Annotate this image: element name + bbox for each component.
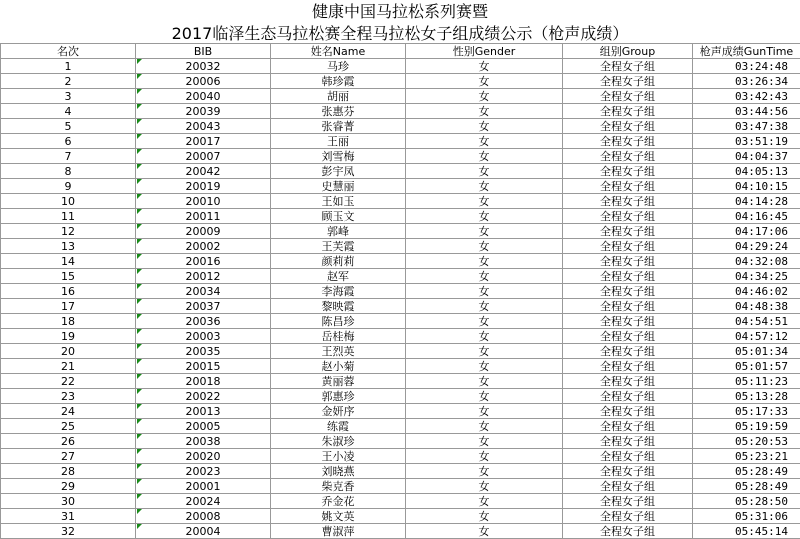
group-cell[interactable]: 全程女子组 [563,314,693,329]
name-cell[interactable]: 陈昌珍 [271,314,406,329]
column-header-name: 姓名Name [271,44,406,59]
guntime-cell[interactable]: 05:01:57 [693,359,800,374]
table-row [1,89,800,104]
gender-cell[interactable]: 女 [406,359,563,374]
number-as-text-indicator-icon [137,359,142,364]
name-cell[interactable]: 韩珍霞 [271,74,406,89]
gender-cell[interactable]: 女 [406,254,563,269]
number-as-text-indicator-icon [137,449,142,454]
gender-cell[interactable]: 女 [406,89,563,104]
group-cell[interactable]: 全程女子组 [563,404,693,419]
rank-cell[interactable]: 17 [1,299,136,314]
bib-value: 20003 [186,330,221,343]
number-as-text-indicator-icon [137,104,142,109]
rank-cell[interactable]: 12 [1,224,136,239]
table-row [1,359,800,374]
number-as-text-indicator-icon [137,389,142,394]
bib-value: 20015 [186,360,221,373]
group-cell[interactable]: 全程女子组 [563,359,693,374]
number-as-text-indicator-icon [137,404,142,409]
bib-cell[interactable] [136,239,271,254]
guntime-cell[interactable]: 04:16:45 [693,209,800,224]
bib-value: 20011 [186,210,221,223]
gender-cell[interactable]: 女 [406,59,563,74]
bib-value: 20022 [186,390,221,403]
rank-cell[interactable]: 11 [1,209,136,224]
rank-cell[interactable]: 8 [1,164,136,179]
number-as-text-indicator-icon [137,509,142,514]
group-cell[interactable]: 全程女子组 [563,524,693,539]
gender-cell[interactable]: 女 [406,149,563,164]
group-cell[interactable]: 全程女子组 [563,374,693,389]
table-row [1,254,800,269]
guntime-cell[interactable]: 05:01:34 [693,344,800,359]
table-row [1,209,800,224]
rank-cell[interactable]: 21 [1,359,136,374]
bib-value: 20038 [186,435,221,448]
column-header-guntime: 枪声成绩GunTime [693,44,800,59]
bib-value: 20002 [186,240,221,253]
name-cell[interactable]: 练霞 [271,419,406,434]
table-row [1,179,800,194]
bib-value: 20037 [186,300,221,313]
bib-value: 20012 [186,270,221,283]
guntime-cell[interactable]: 04:14:28 [693,194,800,209]
table-row [1,194,800,209]
gender-cell[interactable]: 女 [406,134,563,149]
number-as-text-indicator-icon [137,269,142,274]
number-as-text-indicator-icon [137,164,142,169]
group-cell[interactable]: 全程女子组 [563,209,693,224]
bib-cell[interactable] [136,464,271,479]
rank-cell[interactable]: 7 [1,149,136,164]
guntime-cell[interactable]: 05:31:06 [693,509,800,524]
table-row [1,374,800,389]
guntime-cell[interactable]: 05:11:23 [693,374,800,389]
name-cell[interactable]: 朱淑珍 [271,434,406,449]
bib-value: 20017 [186,135,221,148]
group-cell[interactable]: 全程女子组 [563,449,693,464]
rank-cell[interactable]: 28 [1,464,136,479]
group-cell[interactable]: 全程女子组 [563,89,693,104]
bib-value: 20043 [186,120,221,133]
name-cell[interactable]: 彭宇凤 [271,164,406,179]
rank-cell[interactable]: 1 [1,59,136,74]
guntime-cell[interactable]: 04:32:08 [693,254,800,269]
rank-cell[interactable]: 15 [1,269,136,284]
page-subtitle: 2017临泽生态马拉松赛全程马拉松女子组成绩公示（枪声成绩） [0,24,800,44]
bib-value: 20007 [186,150,221,163]
guntime-cell[interactable]: 04:10:15 [693,179,800,194]
gender-cell[interactable]: 女 [406,179,563,194]
guntime-cell[interactable]: 05:13:28 [693,389,800,404]
group-cell[interactable]: 全程女子组 [563,329,693,344]
gender-cell[interactable]: 女 [406,224,563,239]
gender-cell[interactable]: 女 [406,194,563,209]
group-cell[interactable]: 全程女子组 [563,149,693,164]
number-as-text-indicator-icon [137,284,142,289]
group-cell[interactable]: 全程女子组 [563,74,693,89]
bib-cell[interactable] [136,479,271,494]
name-cell[interactable]: 王如玉 [271,194,406,209]
bib-value: 20008 [186,510,221,523]
rank-cell[interactable]: 13 [1,239,136,254]
name-cell[interactable]: 王烈英 [271,344,406,359]
bib-value: 20013 [186,405,221,418]
guntime-cell[interactable]: 05:23:21 [693,449,800,464]
table-row [1,524,800,539]
bib-cell[interactable] [136,134,271,149]
bib-cell[interactable] [136,404,271,419]
table-row [1,389,800,404]
group-cell[interactable]: 全程女子组 [563,464,693,479]
guntime-cell[interactable]: 04:05:13 [693,164,800,179]
bib-cell[interactable] [136,344,271,359]
group-cell[interactable]: 全程女子组 [563,239,693,254]
name-cell[interactable]: 刘雪梅 [271,149,406,164]
number-as-text-indicator-icon [137,254,142,259]
name-cell[interactable]: 张惠芬 [271,104,406,119]
rank-cell[interactable]: 4 [1,104,136,119]
rank-cell[interactable]: 6 [1,134,136,149]
column-header-bib: BIB [136,44,271,59]
table-row [1,59,800,74]
bib-cell[interactable] [136,359,271,374]
name-cell[interactable]: 黄丽蓉 [271,374,406,389]
page-title: 健康中国马拉松系列赛暨 [0,0,800,24]
rank-cell[interactable]: 10 [1,194,136,209]
bib-value: 20036 [186,315,221,328]
bib-cell[interactable] [136,104,271,119]
bib-value: 20040 [186,90,221,103]
name-cell[interactable]: 马珍 [271,59,406,74]
rank-cell[interactable]: 30 [1,494,136,509]
guntime-cell[interactable]: 03:44:56 [693,104,800,119]
guntime-cell[interactable]: 03:47:38 [693,119,800,134]
name-cell[interactable]: 王芙霞 [271,239,406,254]
gender-cell[interactable]: 女 [406,344,563,359]
bib-cell[interactable] [136,59,271,74]
name-cell[interactable]: 胡丽 [271,89,406,104]
table-row [1,164,800,179]
table-row [1,509,800,524]
number-as-text-indicator-icon [137,299,142,304]
number-as-text-indicator-icon [137,224,142,229]
name-cell[interactable]: 王丽 [271,134,406,149]
guntime-cell[interactable]: 05:19:59 [693,419,800,434]
rank-cell[interactable]: 14 [1,254,136,269]
number-as-text-indicator-icon [137,344,142,349]
rank-cell[interactable]: 2 [1,74,136,89]
gender-cell[interactable]: 女 [406,494,563,509]
group-cell[interactable]: 全程女子组 [563,194,693,209]
column-header-rank: 名次 [1,44,136,59]
number-as-text-indicator-icon [137,89,142,94]
rank-cell[interactable]: 29 [1,479,136,494]
bib-value: 20019 [186,180,221,193]
bib-value: 20035 [186,345,221,358]
number-as-text-indicator-icon [137,74,142,79]
guntime-cell[interactable]: 05:28:50 [693,494,800,509]
rank-cell[interactable]: 24 [1,404,136,419]
rank-cell[interactable]: 23 [1,389,136,404]
guntime-cell[interactable]: 04:46:02 [693,284,800,299]
guntime-cell[interactable]: 04:48:38 [693,299,800,314]
group-cell[interactable]: 全程女子组 [563,389,693,404]
bib-value: 20023 [186,465,221,478]
table-row [1,134,800,149]
bib-value: 20024 [186,495,221,508]
table-header-row [1,44,800,59]
name-cell[interactable]: 刘晓燕 [271,464,406,479]
bib-cell[interactable] [136,149,271,164]
bib-value: 20042 [186,165,221,178]
column-header-group: 组别Group [563,44,693,59]
group-cell[interactable]: 全程女子组 [563,434,693,449]
rank-cell[interactable]: 5 [1,119,136,134]
bib-cell[interactable] [136,224,271,239]
bib-cell[interactable] [136,314,271,329]
rank-cell[interactable]: 19 [1,329,136,344]
group-cell[interactable]: 全程女子组 [563,179,693,194]
bib-value: 20004 [186,525,221,538]
gender-cell[interactable]: 女 [406,284,563,299]
number-as-text-indicator-icon [137,374,142,379]
number-as-text-indicator-icon [137,134,142,139]
name-cell[interactable]: 赵军 [271,269,406,284]
gender-cell[interactable]: 女 [406,449,563,464]
bib-value: 20006 [186,75,221,88]
group-cell[interactable]: 全程女子组 [563,164,693,179]
group-cell[interactable]: 全程女子组 [563,104,693,119]
name-cell[interactable]: 史慧丽 [271,179,406,194]
rank-cell[interactable]: 25 [1,419,136,434]
bib-value: 20020 [186,450,221,463]
column-header-gender: 性别Gender [406,44,563,59]
rank-cell[interactable]: 22 [1,374,136,389]
bib-value: 20016 [186,255,221,268]
table-row [1,269,800,284]
number-as-text-indicator-icon [137,464,142,469]
guntime-cell[interactable]: 04:04:37 [693,149,800,164]
bib-cell[interactable] [136,329,271,344]
guntime-cell[interactable]: 05:28:49 [693,464,800,479]
number-as-text-indicator-icon [137,494,142,499]
group-cell[interactable]: 全程女子组 [563,509,693,524]
guntime-cell[interactable]: 03:26:34 [693,74,800,89]
group-cell[interactable]: 全程女子组 [563,134,693,149]
bib-value: 20018 [186,375,221,388]
table-row [1,464,800,479]
guntime-cell[interactable]: 05:28:49 [693,479,800,494]
bib-cell[interactable] [136,89,271,104]
number-as-text-indicator-icon [137,434,142,439]
number-as-text-indicator-icon [137,59,142,64]
number-as-text-indicator-icon [137,149,142,154]
table-row [1,149,800,164]
guntime-cell[interactable]: 04:57:12 [693,329,800,344]
group-cell[interactable]: 全程女子组 [563,494,693,509]
rank-cell[interactable]: 16 [1,284,136,299]
gender-cell[interactable]: 女 [406,329,563,344]
table-row [1,74,800,89]
name-cell[interactable]: 顾玉文 [271,209,406,224]
name-cell[interactable]: 张睿菁 [271,119,406,134]
guntime-cell[interactable]: 05:45:14 [693,524,800,539]
gender-cell[interactable]: 女 [406,104,563,119]
table-row [1,419,800,434]
number-as-text-indicator-icon [137,179,142,184]
guntime-cell[interactable]: 05:20:53 [693,434,800,449]
table-row [1,284,800,299]
gender-cell[interactable]: 女 [406,509,563,524]
group-cell[interactable]: 全程女子组 [563,299,693,314]
bib-value: 20001 [186,480,221,493]
table-row [1,299,800,314]
bib-cell[interactable] [136,374,271,389]
bib-cell[interactable] [136,494,271,509]
bib-cell[interactable] [136,524,271,539]
gender-cell[interactable]: 女 [406,479,563,494]
name-cell[interactable]: 郭惠珍 [271,389,406,404]
name-cell[interactable]: 乔金花 [271,494,406,509]
bib-cell[interactable] [136,74,271,89]
bib-cell[interactable] [136,269,271,284]
name-cell[interactable]: 岳桂梅 [271,329,406,344]
guntime-cell[interactable]: 05:17:33 [693,404,800,419]
gender-cell[interactable]: 女 [406,299,563,314]
name-cell[interactable]: 赵小菊 [271,359,406,374]
bib-value: 20039 [186,105,221,118]
number-as-text-indicator-icon [137,329,142,334]
name-cell[interactable]: 黎映霞 [271,299,406,314]
group-cell[interactable]: 全程女子组 [563,284,693,299]
gender-cell[interactable]: 女 [406,74,563,89]
bib-value: 20010 [186,195,221,208]
rank-cell[interactable]: 9 [1,179,136,194]
table-row [1,404,800,419]
name-cell[interactable]: 姚文英 [271,509,406,524]
gender-cell[interactable]: 女 [406,239,563,254]
gender-cell[interactable]: 女 [406,464,563,479]
bib-cell[interactable] [136,119,271,134]
guntime-cell[interactable]: 04:17:06 [693,224,800,239]
gender-cell[interactable]: 女 [406,419,563,434]
rank-cell[interactable]: 27 [1,449,136,464]
bib-cell[interactable] [136,179,271,194]
bib-value: 20032 [186,60,221,73]
bib-cell[interactable] [136,389,271,404]
number-as-text-indicator-icon [137,524,142,529]
guntime-cell[interactable]: 04:29:24 [693,239,800,254]
number-as-text-indicator-icon [137,194,142,199]
name-cell[interactable]: 金妍序 [271,404,406,419]
table-row [1,224,800,239]
gender-cell[interactable]: 女 [406,209,563,224]
gender-cell[interactable]: 女 [406,119,563,134]
table-row [1,479,800,494]
group-cell[interactable]: 全程女子组 [563,419,693,434]
gender-cell[interactable]: 女 [406,404,563,419]
guntime-cell[interactable]: 03:51:19 [693,134,800,149]
rank-cell[interactable]: 18 [1,314,136,329]
guntime-cell[interactable]: 04:34:25 [693,269,800,284]
results-table-body [1,59,800,539]
bib-cell[interactable] [136,509,271,524]
table-row [1,344,800,359]
number-as-text-indicator-icon [137,314,142,319]
table-row [1,329,800,344]
rank-cell[interactable]: 26 [1,434,136,449]
bib-cell[interactable] [136,284,271,299]
rank-cell[interactable]: 3 [1,89,136,104]
table-row [1,449,800,464]
name-cell[interactable]: 李海霞 [271,284,406,299]
gender-cell[interactable]: 女 [406,524,563,539]
group-cell[interactable]: 全程女子组 [563,344,693,359]
name-cell[interactable]: 柴克香 [271,479,406,494]
guntime-cell[interactable]: 03:42:43 [693,89,800,104]
number-as-text-indicator-icon [137,419,142,424]
number-as-text-indicator-icon [137,119,142,124]
name-cell[interactable]: 曹淑萍 [271,524,406,539]
name-cell[interactable]: 郭峰 [271,224,406,239]
bib-cell[interactable] [136,164,271,179]
group-cell[interactable]: 全程女子组 [563,254,693,269]
bib-cell[interactable] [136,254,271,269]
gender-cell[interactable]: 女 [406,269,563,284]
bib-cell[interactable] [136,434,271,449]
bib-cell[interactable] [136,419,271,434]
gender-cell[interactable]: 女 [406,389,563,404]
gender-cell[interactable]: 女 [406,434,563,449]
table-row [1,119,800,134]
name-cell[interactable]: 颜莉莉 [271,254,406,269]
rank-cell[interactable]: 20 [1,344,136,359]
gender-cell[interactable]: 女 [406,314,563,329]
group-cell[interactable]: 全程女子组 [563,224,693,239]
table-row [1,104,800,119]
table-row [1,314,800,329]
bib-value: 20005 [186,420,221,433]
guntime-cell[interactable]: 03:24:48 [693,59,800,74]
number-as-text-indicator-icon [137,209,142,214]
table-row [1,434,800,449]
table-row [1,494,800,509]
bib-cell[interactable] [136,209,271,224]
bib-cell[interactable] [136,449,271,464]
gender-cell[interactable]: 女 [406,374,563,389]
group-cell[interactable]: 全程女子组 [563,479,693,494]
rank-cell[interactable]: 31 [1,509,136,524]
group-cell[interactable]: 全程女子组 [563,59,693,74]
bib-value: 20034 [186,285,221,298]
results-table [0,43,800,539]
number-as-text-indicator-icon [137,239,142,244]
rank-cell[interactable]: 32 [1,524,136,539]
number-as-text-indicator-icon [137,479,142,484]
guntime-cell[interactable]: 04:54:51 [693,314,800,329]
group-cell[interactable]: 全程女子组 [563,119,693,134]
bib-value: 20009 [186,225,221,238]
gender-cell[interactable]: 女 [406,164,563,179]
group-cell[interactable]: 全程女子组 [563,269,693,284]
bib-cell[interactable] [136,299,271,314]
table-row [1,239,800,254]
name-cell[interactable]: 王小凌 [271,449,406,464]
bib-cell[interactable] [136,194,271,209]
